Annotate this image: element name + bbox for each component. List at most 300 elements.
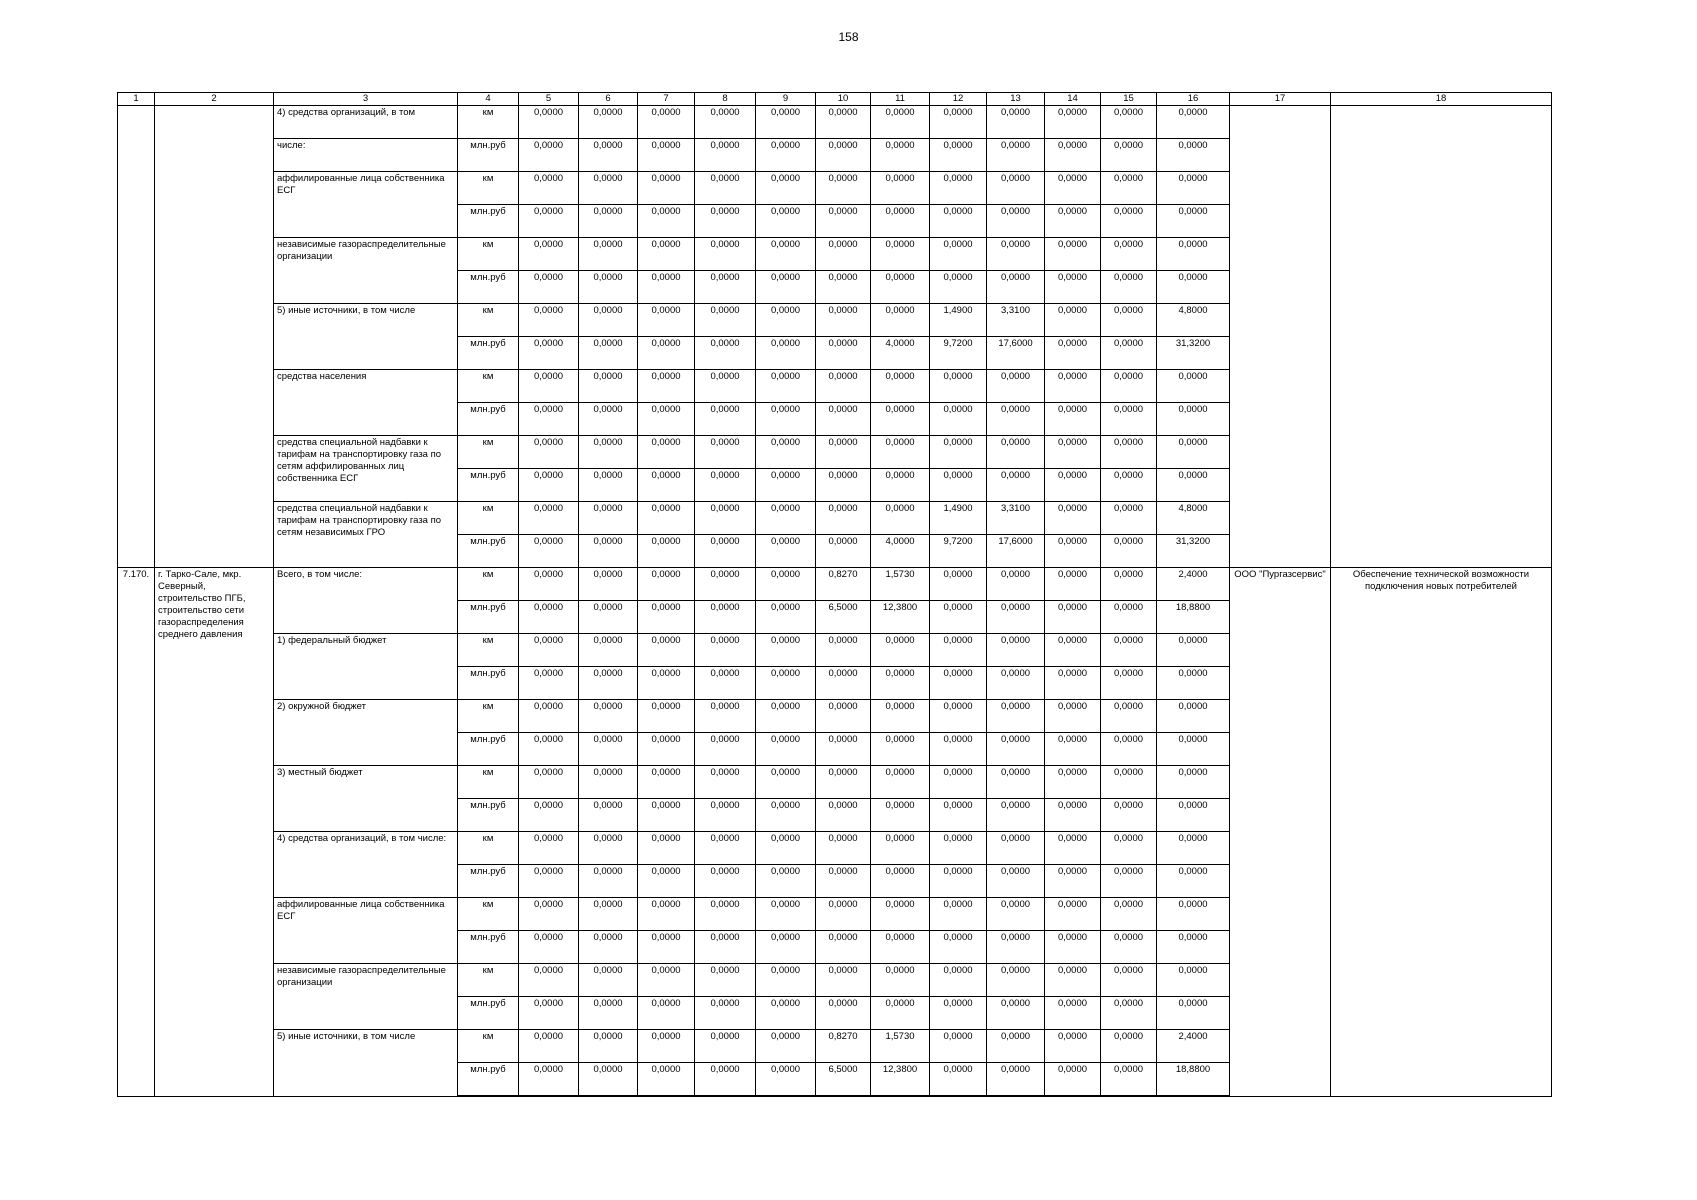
value-cell: 0,0000 bbox=[756, 535, 816, 568]
value-cell: 0,0000 bbox=[638, 898, 695, 931]
column-header-4: 4 bbox=[458, 93, 519, 106]
value-cell: 0,0000 bbox=[930, 997, 987, 1030]
value-cell: 0,0000 bbox=[987, 733, 1045, 766]
unit-cell: км bbox=[458, 700, 519, 733]
value-cell: 0,0000 bbox=[756, 469, 816, 502]
value-cell: 0,0000 bbox=[871, 403, 930, 436]
value-cell: 0,0000 bbox=[930, 634, 987, 667]
value-cell: 0,0000 bbox=[871, 799, 930, 832]
column-header-12: 12 bbox=[930, 93, 987, 106]
value-cell: 0,0000 bbox=[638, 304, 695, 337]
value-cell: 0,0000 bbox=[695, 304, 756, 337]
value-cell: 0,0000 bbox=[1101, 1030, 1157, 1063]
value-cell: 0,0000 bbox=[756, 601, 816, 634]
value-cell: 0,0000 bbox=[1157, 997, 1230, 1030]
value-cell: 0,0000 bbox=[987, 205, 1045, 238]
value-cell: 0,0000 bbox=[638, 172, 695, 205]
value-cell: 0,0000 bbox=[579, 139, 638, 172]
value-cell: 0,0000 bbox=[695, 205, 756, 238]
value-cell: 0,0000 bbox=[695, 502, 756, 535]
value-cell: 0,0000 bbox=[871, 667, 930, 700]
value-cell: 0,0000 bbox=[930, 667, 987, 700]
value-cell: 0,0000 bbox=[695, 766, 756, 799]
value-cell: 0,0000 bbox=[756, 304, 816, 337]
value-cell: 0,0000 bbox=[519, 568, 579, 601]
value-cell: 0,0000 bbox=[579, 667, 638, 700]
purpose-cell: Обеспечение технической возможности подключения новых потребителей bbox=[1331, 568, 1552, 1097]
value-cell: 0,0000 bbox=[930, 1030, 987, 1063]
value-cell: 0,0000 bbox=[638, 667, 695, 700]
value-cell: 0,0000 bbox=[1045, 634, 1101, 667]
value-cell: 0,0000 bbox=[1045, 1063, 1101, 1097]
value-cell: 0,0000 bbox=[1101, 634, 1157, 667]
value-cell: 0,0000 bbox=[930, 601, 987, 634]
value-cell: 0,0000 bbox=[816, 469, 871, 502]
value-cell: 0,0000 bbox=[638, 502, 695, 535]
value-cell: 0,0000 bbox=[1045, 502, 1101, 535]
value-cell: 0,0000 bbox=[695, 964, 756, 997]
value-cell: 0,0000 bbox=[871, 964, 930, 997]
value-cell: 0,0000 bbox=[579, 799, 638, 832]
value-cell: 0,0000 bbox=[871, 502, 930, 535]
table-row bbox=[118, 568, 1552, 601]
value-cell: 0,0000 bbox=[695, 337, 756, 370]
unit-cell: км bbox=[458, 766, 519, 799]
value-cell: 0,0000 bbox=[579, 766, 638, 799]
value-cell: 0,0000 bbox=[1045, 700, 1101, 733]
value-cell: 0,0000 bbox=[1157, 832, 1230, 865]
value-cell: 0,0000 bbox=[1101, 1063, 1157, 1097]
column-header-17: 17 bbox=[1230, 93, 1331, 106]
value-cell: 0,0000 bbox=[756, 106, 816, 139]
value-cell: 0,0000 bbox=[816, 898, 871, 931]
value-cell: 0,0000 bbox=[871, 469, 930, 502]
value-cell: 0,0000 bbox=[519, 535, 579, 568]
value-cell: 0,0000 bbox=[638, 139, 695, 172]
unit-cell: млн.руб bbox=[458, 469, 519, 502]
value-cell: 0,0000 bbox=[1157, 700, 1230, 733]
value-cell: 0,0000 bbox=[1101, 997, 1157, 1030]
value-cell: 0,0000 bbox=[816, 964, 871, 997]
value-cell: 0,0000 bbox=[695, 403, 756, 436]
table-body bbox=[118, 93, 1552, 1097]
value-cell: 0,0000 bbox=[519, 205, 579, 238]
unit-cell: млн.руб bbox=[458, 205, 519, 238]
value-cell: 0,0000 bbox=[816, 799, 871, 832]
unit-cell: км bbox=[458, 106, 519, 139]
value-cell: 0,0000 bbox=[1101, 172, 1157, 205]
value-cell: 0,0000 bbox=[638, 535, 695, 568]
value-cell: 0,0000 bbox=[1157, 667, 1230, 700]
value-cell: 0,0000 bbox=[1045, 403, 1101, 436]
value-cell: 0,0000 bbox=[1045, 172, 1101, 205]
value-cell: 0,0000 bbox=[695, 1063, 756, 1097]
column-header-7: 7 bbox=[638, 93, 695, 106]
value-cell: 0,0000 bbox=[930, 469, 987, 502]
value-cell: 6,5000 bbox=[816, 601, 871, 634]
column-header-3: 3 bbox=[274, 93, 458, 106]
value-cell: 0,0000 bbox=[638, 865, 695, 898]
value-cell: 0,0000 bbox=[987, 964, 1045, 997]
value-cell: 1,4900 bbox=[930, 502, 987, 535]
value-cell: 0,0000 bbox=[987, 1030, 1045, 1063]
value-cell: 0,0000 bbox=[987, 172, 1045, 205]
column-number-header bbox=[118, 93, 1552, 106]
value-cell: 0,0000 bbox=[1045, 898, 1101, 931]
value-cell: 17,6000 bbox=[987, 337, 1045, 370]
column-header-13: 13 bbox=[987, 93, 1045, 106]
value-cell: 0,0000 bbox=[756, 799, 816, 832]
value-cell: 0,0000 bbox=[1157, 964, 1230, 997]
value-cell: 0,0000 bbox=[987, 436, 1045, 469]
value-cell: 0,0000 bbox=[1101, 832, 1157, 865]
value-cell: 0,0000 bbox=[871, 898, 930, 931]
value-cell: 0,0000 bbox=[1101, 766, 1157, 799]
organization-cell bbox=[1230, 106, 1331, 568]
value-cell: 0,0000 bbox=[638, 370, 695, 403]
value-cell: 0,0000 bbox=[756, 205, 816, 238]
value-cell: 0,0000 bbox=[987, 634, 1045, 667]
value-cell: 0,0000 bbox=[638, 337, 695, 370]
value-cell: 0,0000 bbox=[816, 106, 871, 139]
value-cell: 0,0000 bbox=[519, 733, 579, 766]
value-cell: 0,0000 bbox=[695, 601, 756, 634]
funding-source-cell: 5) иные источники, в том числе bbox=[274, 304, 458, 370]
value-cell: 0,0000 bbox=[871, 634, 930, 667]
value-cell: 0,0000 bbox=[695, 700, 756, 733]
value-cell: 0,0000 bbox=[1157, 205, 1230, 238]
value-cell: 0,0000 bbox=[1101, 700, 1157, 733]
value-cell: 0,0000 bbox=[1101, 238, 1157, 271]
value-cell: 0,0000 bbox=[519, 700, 579, 733]
value-cell: 0,0000 bbox=[756, 1030, 816, 1063]
value-cell: 0,0000 bbox=[1101, 304, 1157, 337]
value-cell: 0,0000 bbox=[1045, 931, 1101, 964]
value-cell: 0,0000 bbox=[638, 238, 695, 271]
value-cell: 12,3800 bbox=[871, 1063, 930, 1097]
value-cell: 0,0000 bbox=[756, 832, 816, 865]
value-cell: 0,0000 bbox=[816, 634, 871, 667]
value-cell: 4,8000 bbox=[1157, 502, 1230, 535]
value-cell: 0,0000 bbox=[579, 997, 638, 1030]
unit-cell: млн.руб bbox=[458, 667, 519, 700]
value-cell: 0,0000 bbox=[756, 502, 816, 535]
value-cell: 6,5000 bbox=[816, 1063, 871, 1097]
value-cell: 0,0000 bbox=[579, 238, 638, 271]
value-cell: 0,0000 bbox=[756, 238, 816, 271]
value-cell: 0,0000 bbox=[1157, 766, 1230, 799]
object-name-cell: г. Тарко-Сале, мкр. Северный, строительство ПГБ, строительство сети газораспределения среднего давления bbox=[155, 568, 274, 1097]
funding-source-cell: 4) средства организаций, в том bbox=[274, 106, 458, 139]
value-cell: 0,0000 bbox=[1045, 964, 1101, 997]
value-cell: 0,0000 bbox=[695, 931, 756, 964]
value-cell: 0,0000 bbox=[1045, 436, 1101, 469]
value-cell: 0,0000 bbox=[816, 997, 871, 1030]
value-cell: 0,0000 bbox=[987, 106, 1045, 139]
value-cell: 0,0000 bbox=[579, 370, 638, 403]
value-cell: 0,0000 bbox=[1157, 865, 1230, 898]
value-cell: 0,0000 bbox=[1101, 535, 1157, 568]
column-header-1: 1 bbox=[118, 93, 155, 106]
value-cell: 0,0000 bbox=[579, 205, 638, 238]
value-cell: 0,0000 bbox=[638, 469, 695, 502]
value-cell: 0,0000 bbox=[519, 898, 579, 931]
value-cell: 0,0000 bbox=[1045, 766, 1101, 799]
value-cell: 0,0000 bbox=[871, 106, 930, 139]
value-cell: 0,0000 bbox=[579, 337, 638, 370]
value-cell: 0,0000 bbox=[579, 106, 638, 139]
unit-cell: млн.руб bbox=[458, 535, 519, 568]
value-cell: 0,0000 bbox=[756, 436, 816, 469]
value-cell: 0,0000 bbox=[1157, 271, 1230, 304]
value-cell: 0,0000 bbox=[695, 469, 756, 502]
value-cell: 0,0000 bbox=[1101, 337, 1157, 370]
value-cell: 0,0000 bbox=[638, 403, 695, 436]
investment-table bbox=[117, 92, 1552, 1097]
value-cell: 0,0000 bbox=[638, 766, 695, 799]
value-cell: 0,0000 bbox=[1045, 535, 1101, 568]
value-cell: 0,0000 bbox=[816, 238, 871, 271]
value-cell: 0,0000 bbox=[579, 832, 638, 865]
value-cell: 0,0000 bbox=[871, 370, 930, 403]
value-cell: 0,0000 bbox=[1045, 733, 1101, 766]
column-header-11: 11 bbox=[871, 93, 930, 106]
value-cell: 0,0000 bbox=[871, 172, 930, 205]
unit-cell: км bbox=[458, 238, 519, 271]
value-cell: 0,0000 bbox=[930, 568, 987, 601]
column-header-16: 16 bbox=[1157, 93, 1230, 106]
value-cell: 0,0000 bbox=[1045, 1030, 1101, 1063]
value-cell: 0,0000 bbox=[695, 436, 756, 469]
value-cell: 0,0000 bbox=[1157, 403, 1230, 436]
value-cell: 0,0000 bbox=[756, 271, 816, 304]
column-header-14: 14 bbox=[1045, 93, 1101, 106]
value-cell: 0,0000 bbox=[1157, 634, 1230, 667]
value-cell: 0,0000 bbox=[579, 1030, 638, 1063]
unit-cell: млн.руб bbox=[458, 139, 519, 172]
value-cell: 0,0000 bbox=[816, 700, 871, 733]
value-cell: 0,0000 bbox=[695, 799, 756, 832]
value-cell: 0,0000 bbox=[987, 667, 1045, 700]
value-cell: 0,0000 bbox=[930, 700, 987, 733]
value-cell: 0,0000 bbox=[579, 898, 638, 931]
funding-source-cell: аффилированные лица собственника ЕСГ bbox=[274, 898, 458, 964]
value-cell: 0,0000 bbox=[930, 898, 987, 931]
value-cell: 0,0000 bbox=[930, 799, 987, 832]
value-cell: 1,5730 bbox=[871, 568, 930, 601]
value-cell: 0,0000 bbox=[579, 1063, 638, 1097]
value-cell: 0,0000 bbox=[756, 964, 816, 997]
value-cell: 0,0000 bbox=[987, 898, 1045, 931]
value-cell: 0,0000 bbox=[519, 766, 579, 799]
value-cell: 0,0000 bbox=[1101, 667, 1157, 700]
value-cell: 0,0000 bbox=[816, 337, 871, 370]
value-cell: 0,0000 bbox=[638, 1030, 695, 1063]
value-cell: 0,0000 bbox=[816, 865, 871, 898]
unit-cell: млн.руб bbox=[458, 799, 519, 832]
value-cell: 0,0000 bbox=[519, 667, 579, 700]
value-cell: 0,0000 bbox=[579, 964, 638, 997]
value-cell: 0,0000 bbox=[579, 172, 638, 205]
value-cell: 0,0000 bbox=[756, 997, 816, 1030]
funding-source-cell: аффилированные лица собственника ЕСГ bbox=[274, 172, 458, 238]
page-number: 158 bbox=[838, 30, 859, 44]
value-cell: 0,0000 bbox=[695, 139, 756, 172]
value-cell: 0,0000 bbox=[638, 106, 695, 139]
value-cell: 0,0000 bbox=[638, 832, 695, 865]
value-cell: 0,0000 bbox=[930, 271, 987, 304]
value-cell: 0,0000 bbox=[1157, 106, 1230, 139]
value-cell: 0,0000 bbox=[1101, 799, 1157, 832]
value-cell: 0,0000 bbox=[1101, 205, 1157, 238]
value-cell: 0,0000 bbox=[1045, 799, 1101, 832]
organization-cell: ООО "Пургазсервис" bbox=[1230, 568, 1331, 1097]
value-cell: 0,0000 bbox=[816, 766, 871, 799]
value-cell: 0,0000 bbox=[519, 1030, 579, 1063]
value-cell: 0,0000 bbox=[1045, 271, 1101, 304]
value-cell: 0,8270 bbox=[816, 1030, 871, 1063]
value-cell: 0,0000 bbox=[871, 766, 930, 799]
value-cell: 0,0000 bbox=[579, 931, 638, 964]
value-cell: 0,0000 bbox=[579, 535, 638, 568]
value-cell: 0,0000 bbox=[756, 898, 816, 931]
purpose-cell bbox=[1331, 106, 1552, 568]
funding-source-cell: средства специальной надбавки к тарифам на транспортировку газа по сетям независимых ГРО bbox=[274, 502, 458, 568]
value-cell: 18,8800 bbox=[1157, 1063, 1230, 1097]
funding-source-cell: 4) средства организаций, в том числе: bbox=[274, 832, 458, 898]
value-cell: 0,0000 bbox=[638, 997, 695, 1030]
value-cell: 0,0000 bbox=[519, 832, 579, 865]
value-cell: 4,0000 bbox=[871, 535, 930, 568]
unit-cell: км bbox=[458, 898, 519, 931]
value-cell: 0,0000 bbox=[987, 1063, 1045, 1097]
value-cell: 0,0000 bbox=[519, 172, 579, 205]
value-cell: 0,0000 bbox=[1101, 898, 1157, 931]
value-cell: 0,0000 bbox=[1157, 799, 1230, 832]
value-cell: 0,0000 bbox=[1157, 898, 1230, 931]
value-cell: 0,0000 bbox=[987, 832, 1045, 865]
funding-source-cell: числе: bbox=[274, 139, 458, 172]
value-cell: 0,0000 bbox=[695, 535, 756, 568]
value-cell: 0,0000 bbox=[930, 106, 987, 139]
value-cell: 18,8800 bbox=[1157, 601, 1230, 634]
value-cell: 0,0000 bbox=[756, 733, 816, 766]
value-cell: 0,0000 bbox=[1101, 568, 1157, 601]
column-header-15: 15 bbox=[1101, 93, 1157, 106]
unit-cell: млн.руб bbox=[458, 403, 519, 436]
value-cell: 0,0000 bbox=[930, 139, 987, 172]
value-cell: 0,8270 bbox=[816, 568, 871, 601]
value-cell: 0,0000 bbox=[816, 436, 871, 469]
value-cell: 0,0000 bbox=[1101, 403, 1157, 436]
value-cell: 0,0000 bbox=[579, 502, 638, 535]
value-cell: 0,0000 bbox=[871, 865, 930, 898]
value-cell: 1,5730 bbox=[871, 1030, 930, 1063]
unit-cell: км bbox=[458, 634, 519, 667]
value-cell: 0,0000 bbox=[638, 1063, 695, 1097]
value-cell: 0,0000 bbox=[579, 700, 638, 733]
value-cell: 0,0000 bbox=[816, 733, 871, 766]
value-cell: 0,0000 bbox=[756, 370, 816, 403]
value-cell: 0,0000 bbox=[695, 238, 756, 271]
value-cell: 0,0000 bbox=[638, 205, 695, 238]
value-cell: 0,0000 bbox=[1045, 106, 1101, 139]
funding-source-cell: 2) окружной бюджет bbox=[274, 700, 458, 766]
value-cell: 0,0000 bbox=[987, 370, 1045, 403]
value-cell: 0,0000 bbox=[638, 964, 695, 997]
value-cell: 0,0000 bbox=[579, 634, 638, 667]
column-header-5: 5 bbox=[519, 93, 579, 106]
value-cell: 0,0000 bbox=[1101, 502, 1157, 535]
value-cell: 0,0000 bbox=[987, 931, 1045, 964]
value-cell: 0,0000 bbox=[695, 172, 756, 205]
value-cell: 0,0000 bbox=[579, 601, 638, 634]
value-cell: 0,0000 bbox=[519, 1063, 579, 1097]
unit-cell: млн.руб bbox=[458, 997, 519, 1030]
value-cell: 0,0000 bbox=[519, 238, 579, 271]
value-cell: 0,0000 bbox=[519, 601, 579, 634]
value-cell: 0,0000 bbox=[871, 271, 930, 304]
value-cell: 0,0000 bbox=[1045, 865, 1101, 898]
value-cell: 0,0000 bbox=[816, 370, 871, 403]
value-cell: 0,0000 bbox=[756, 700, 816, 733]
value-cell: 0,0000 bbox=[816, 832, 871, 865]
value-cell: 0,0000 bbox=[930, 931, 987, 964]
value-cell: 0,0000 bbox=[816, 172, 871, 205]
value-cell: 0,0000 bbox=[519, 436, 579, 469]
value-cell: 0,0000 bbox=[987, 271, 1045, 304]
value-cell: 0,0000 bbox=[930, 832, 987, 865]
value-cell: 0,0000 bbox=[756, 667, 816, 700]
value-cell: 0,0000 bbox=[987, 238, 1045, 271]
unit-cell: км bbox=[458, 1030, 519, 1063]
value-cell: 12,3800 bbox=[871, 601, 930, 634]
value-cell: 0,0000 bbox=[579, 568, 638, 601]
value-cell: 0,0000 bbox=[816, 271, 871, 304]
value-cell: 31,3200 bbox=[1157, 535, 1230, 568]
value-cell: 2,4000 bbox=[1157, 568, 1230, 601]
value-cell: 0,0000 bbox=[519, 634, 579, 667]
value-cell: 0,0000 bbox=[519, 469, 579, 502]
value-cell: 0,0000 bbox=[638, 799, 695, 832]
value-cell: 0,0000 bbox=[930, 238, 987, 271]
value-cell: 0,0000 bbox=[987, 865, 1045, 898]
value-cell: 3,3100 bbox=[987, 304, 1045, 337]
value-cell: 0,0000 bbox=[816, 931, 871, 964]
value-cell: 0,0000 bbox=[1101, 370, 1157, 403]
funding-source-cell: средства населения bbox=[274, 370, 458, 436]
value-cell: 0,0000 bbox=[638, 634, 695, 667]
value-cell: 0,0000 bbox=[816, 403, 871, 436]
value-cell: 2,4000 bbox=[1157, 1030, 1230, 1063]
value-cell: 0,0000 bbox=[987, 469, 1045, 502]
unit-cell: км bbox=[458, 964, 519, 997]
value-cell: 0,0000 bbox=[871, 997, 930, 1030]
value-cell: 0,0000 bbox=[519, 865, 579, 898]
object-name-cell bbox=[155, 106, 274, 568]
value-cell: 0,0000 bbox=[756, 865, 816, 898]
value-cell: 0,0000 bbox=[695, 271, 756, 304]
value-cell: 0,0000 bbox=[1101, 106, 1157, 139]
value-cell: 0,0000 bbox=[1101, 601, 1157, 634]
value-cell: 1,4900 bbox=[930, 304, 987, 337]
unit-cell: млн.руб bbox=[458, 733, 519, 766]
value-cell: 0,0000 bbox=[638, 568, 695, 601]
value-cell: 0,0000 bbox=[695, 634, 756, 667]
value-cell: 0,0000 bbox=[1045, 304, 1101, 337]
value-cell: 0,0000 bbox=[1101, 469, 1157, 502]
value-cell: 0,0000 bbox=[1157, 238, 1230, 271]
